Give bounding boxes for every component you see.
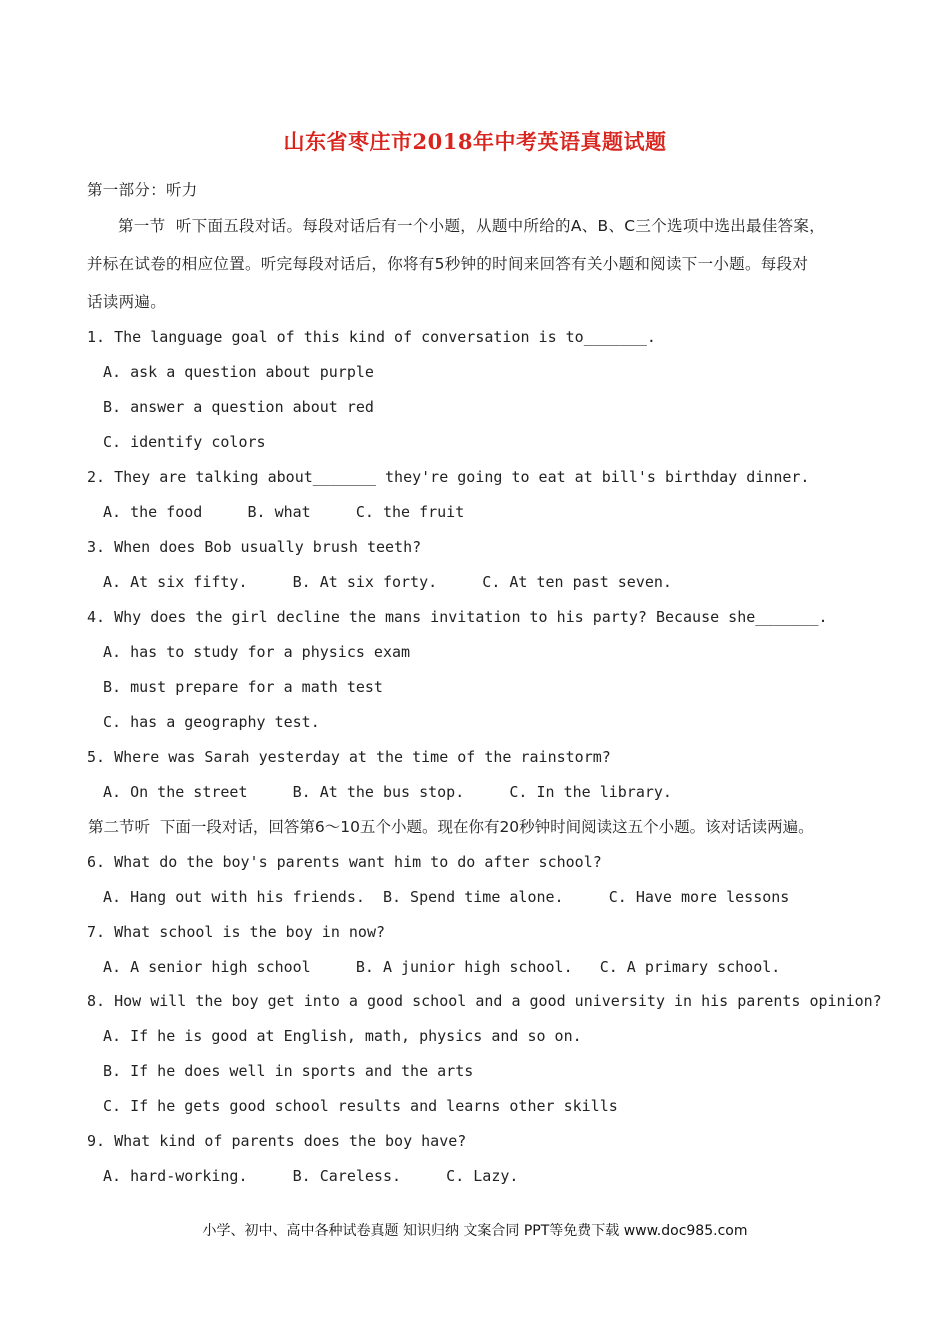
q4-option-c: C. has a geography test. <box>103 713 320 731</box>
q4-option-b: B. must prepare for a math test <box>103 678 383 696</box>
q8-option-a: A. If he is good at English, math, physics and so on. <box>103 1027 582 1045</box>
q2-stem: 2. They are talking about_______ they're going to eat at bill's birthday dinner. <box>87 468 810 486</box>
part-heading: 第一部分：听力 <box>87 181 198 199</box>
q9-options: A. hard-working. B. Careless. C. Lazy. <box>103 1167 519 1185</box>
q5-stem: 5. Where was Sarah yesterday at the time of the rainstorm? <box>87 748 611 766</box>
q8-stem: 8. How will the boy get into a good school and a good university in his parents opinion? <box>87 992 882 1010</box>
page-footer: 小学、初中、高中各种试卷真题 知识归纳 文案合同 PPT等免费下载 www.doc985.com <box>202 1223 748 1239</box>
q7-stem: 7. What school is the boy in now? <box>87 923 386 941</box>
q6-stem: 6. What do the boy's parents want him to do after school? <box>87 853 602 871</box>
q4-option-a: A. has to study for a physics exam <box>103 643 411 661</box>
q7-options: A. A senior high school B. A junior high school. C. A primary school. <box>103 958 781 976</box>
q8-option-c: C. If he gets good school results and learns other skills <box>103 1097 618 1115</box>
q6-options: A. Hang out with his friends. B. Spend time alone. C. Have more lessons <box>103 888 790 906</box>
q9-stem: 9. What kind of parents does the boy have? <box>87 1132 467 1150</box>
q5-options: A. On the street B. At the bus stop. C. In the library. <box>103 783 672 801</box>
q3-options: A. At six fifty. B. At six forty. C. At ten past seven. <box>103 573 672 591</box>
q1-stem: 1. The language goal of this kind of conversation is to_______. <box>87 328 656 346</box>
section1-instruction-line-2: 并标在试卷的相应位置。听完每段对话后，你将有5秒钟的时间来回答有关小题和阅读下一小题。每段对 <box>87 255 809 273</box>
q1-option-b: B. answer a question about red <box>103 398 374 416</box>
section2-instruction: 第二节听 下面一段对话，回答第6～10五个小题。现在你有20秒钟时间阅读这五个小题。该对话读两遍。 <box>88 818 814 836</box>
section1-instruction-line-1: 第一节 听下面五段对话。每段对话后有一个小题，从题中所给的A、B、C三个选项中选出最佳答案， <box>118 217 826 235</box>
page-title: 山东省枣庄市2018年中考英语真题试题 <box>283 129 667 154</box>
q2-options: A. the food B. what C. the fruit <box>103 503 465 521</box>
q1-option-c: C. identify colors <box>103 433 266 451</box>
q1-option-a: A. ask a question about purple <box>103 363 374 381</box>
section1-instruction-line-3: 话读两遍。 <box>87 293 167 311</box>
q8-option-b: B. If he does well in sports and the arts <box>103 1062 474 1080</box>
q3-stem: 3. When does Bob usually brush teeth? <box>87 538 422 556</box>
q4-stem: 4. Why does the girl decline the mans invitation to his party? Because she_______. <box>87 608 828 626</box>
